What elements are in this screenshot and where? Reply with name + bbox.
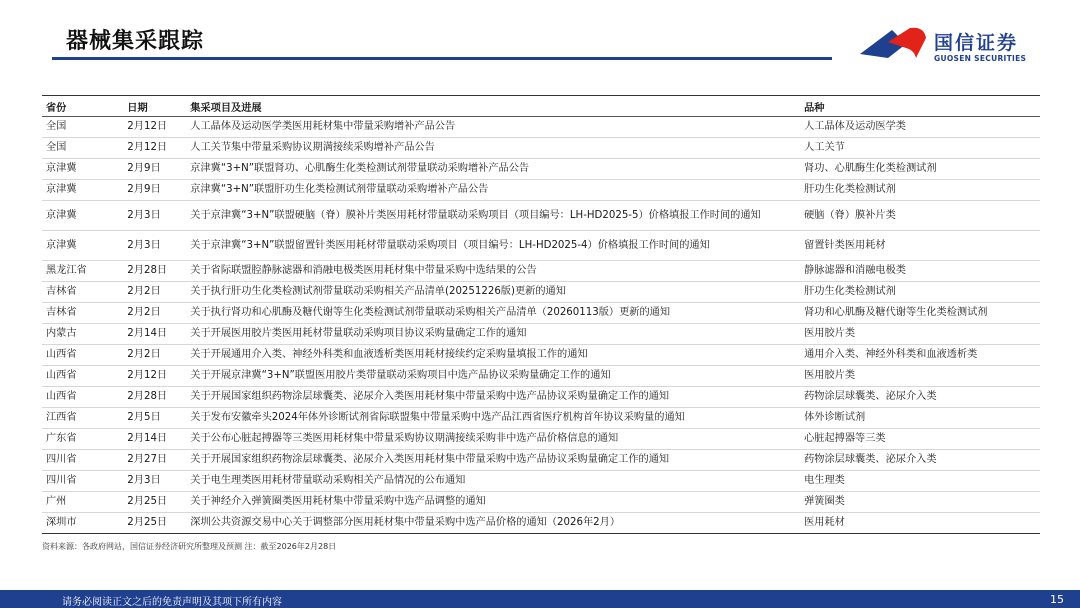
cell-province: 京津冀 bbox=[42, 201, 123, 231]
table-row bbox=[42, 282, 1040, 303]
cell-project: 关于发布安徽牵头2024年体外诊断试剂省际联盟集中带量采购中选产品江西省医疗机构首年协议采购量的通知 bbox=[186, 408, 800, 429]
cell-variety: 肾功、心肌酶生化类检测试剂 bbox=[800, 159, 1040, 180]
guosen-logo bbox=[858, 24, 1038, 66]
header-province: 省份 bbox=[42, 96, 123, 117]
footer-bar bbox=[0, 590, 1080, 608]
table-header-row bbox=[42, 96, 1040, 117]
table-row bbox=[42, 345, 1040, 366]
cell-project: 关于开展通用介入类、神经外科类和血液透析类医用耗材接续约定采购量填报工作的通知 bbox=[186, 345, 800, 366]
table-row bbox=[42, 492, 1040, 513]
cell-variety: 医用耗材 bbox=[800, 513, 1040, 534]
cell-project: 关于执行肝功生化类检测试剂带量联动采购相关产品清单(20251226版)更新的通知 bbox=[186, 282, 800, 303]
table-row bbox=[42, 231, 1040, 261]
procurement-table bbox=[42, 95, 1040, 534]
cell-project: 人工晶体及运动医学类医用耗材集中带量采购增补产品公告 bbox=[186, 117, 800, 138]
cell-province: 四川省 bbox=[42, 471, 123, 492]
page-title: 器械集采跟踪 bbox=[66, 29, 205, 54]
cell-date: 2月3日 bbox=[123, 201, 186, 231]
cell-variety: 人工晶体及运动医学类 bbox=[800, 117, 1040, 138]
cell-date: 2月14日 bbox=[123, 429, 186, 450]
cell-date: 2月27日 bbox=[123, 450, 186, 471]
cell-province: 山西省 bbox=[42, 387, 123, 408]
title-rule bbox=[52, 57, 832, 60]
header-variety: 品种 bbox=[800, 96, 1040, 117]
cell-project: 京津冀“3+N”联盟肾功、心肌酶生化类检测试剂带量联动采购增补产品公告 bbox=[186, 159, 800, 180]
cell-province: 山西省 bbox=[42, 345, 123, 366]
cell-variety: 留置针类医用耗材 bbox=[800, 231, 1040, 261]
cell-date: 2月9日 bbox=[123, 180, 186, 201]
cell-province: 京津冀 bbox=[42, 180, 123, 201]
cell-province: 吉林省 bbox=[42, 282, 123, 303]
cell-project: 关于京津冀“3+N”联盟留置针类医用耗材带量联动采购项目（项目编号：LH-HD2025-4）价格填报工作时间的通知 bbox=[186, 231, 800, 261]
cell-variety: 药物涂层球囊类、泌尿介入类 bbox=[800, 387, 1040, 408]
footer-disclaimer: 请务必阅读正文之后的免责声明及其项下所有内容 bbox=[62, 597, 282, 608]
cell-project: 关于京津冀“3+N”联盟硬脑（脊）膜补片类医用耗材带量联动采购项目（项目编号：LH-HD2025-5）价格填报工作时间的通知 bbox=[186, 201, 800, 231]
table-row bbox=[42, 429, 1040, 450]
cell-province: 京津冀 bbox=[42, 159, 123, 180]
cell-date: 2月2日 bbox=[123, 303, 186, 324]
source-note: 资料来源：各政府网站，国信证券经济研究所整理及预测 注：截至2026年2月28日 bbox=[42, 542, 337, 551]
table-row bbox=[42, 159, 1040, 180]
header-date: 日期 bbox=[123, 96, 186, 117]
logo-chinese-name: 国信证券 bbox=[934, 32, 1019, 54]
cell-project: 关于省际联盟腔静脉滤器和消融电极类医用耗材集中带量采购中选结果的公告 bbox=[186, 261, 800, 282]
cell-date: 2月3日 bbox=[123, 471, 186, 492]
table-row bbox=[42, 261, 1040, 282]
table-body bbox=[42, 117, 1040, 534]
table-row bbox=[42, 201, 1040, 231]
cell-date: 2月12日 bbox=[123, 138, 186, 159]
cell-date: 2月3日 bbox=[123, 231, 186, 261]
cell-variety: 医用胶片类 bbox=[800, 366, 1040, 387]
cell-project: 关于电生理类医用耗材带量联动采购相关产品情况的公布通知 bbox=[186, 471, 800, 492]
cell-project: 关于神经介入弹簧圈类医用耗材集中带量采购中选产品调整的通知 bbox=[186, 492, 800, 513]
cell-date: 2月2日 bbox=[123, 282, 186, 303]
cell-date: 2月28日 bbox=[123, 387, 186, 408]
cell-date: 2月25日 bbox=[123, 492, 186, 513]
table-row bbox=[42, 303, 1040, 324]
cell-variety: 通用介入类、神经外科类和血液透析类 bbox=[800, 345, 1040, 366]
cell-province: 广东省 bbox=[42, 429, 123, 450]
cell-variety: 硬脑（脊）膜补片类 bbox=[800, 201, 1040, 231]
table-row bbox=[42, 408, 1040, 429]
table-row bbox=[42, 513, 1040, 534]
cell-variety: 肾功和心肌酶及糖代谢等生化类检测试剂 bbox=[800, 303, 1040, 324]
cell-project: 关于开展国家组织药物涂层球囊类、泌尿介入类医用耗材集中带量采购中选产品协议采购量确定工作的通知 bbox=[186, 450, 800, 471]
cell-project: 关于执行肾功和心肌酶及糖代谢等生化类检测试剂带量联动采购相关产品清单（20260113版）更新的通知 bbox=[186, 303, 800, 324]
cell-province: 京津冀 bbox=[42, 231, 123, 261]
cell-date: 2月9日 bbox=[123, 159, 186, 180]
table-row bbox=[42, 117, 1040, 138]
cell-variety: 电生理类 bbox=[800, 471, 1040, 492]
cell-date: 2月2日 bbox=[123, 345, 186, 366]
cell-date: 2月28日 bbox=[123, 261, 186, 282]
cell-province: 江西省 bbox=[42, 408, 123, 429]
cell-province: 全国 bbox=[42, 138, 123, 159]
cell-variety: 心脏起搏器等三类 bbox=[800, 429, 1040, 450]
table-row bbox=[42, 366, 1040, 387]
cell-variety: 静脉滤器和消融电极类 bbox=[800, 261, 1040, 282]
cell-variety: 人工关节 bbox=[800, 138, 1040, 159]
cell-province: 广州 bbox=[42, 492, 123, 513]
cell-variety: 肝功生化类检测试剂 bbox=[800, 180, 1040, 201]
cell-province: 内蒙古 bbox=[42, 324, 123, 345]
cell-province: 山西省 bbox=[42, 366, 123, 387]
cell-variety: 医用胶片类 bbox=[800, 324, 1040, 345]
cell-date: 2月14日 bbox=[123, 324, 186, 345]
cell-project: 京津冀“3+N”联盟肝功生化类检测试剂带量联动采购增补产品公告 bbox=[186, 180, 800, 201]
cell-province: 四川省 bbox=[42, 450, 123, 471]
cell-province: 黑龙江省 bbox=[42, 261, 123, 282]
table-row bbox=[42, 180, 1040, 201]
table-row bbox=[42, 324, 1040, 345]
table-row bbox=[42, 387, 1040, 408]
cell-variety: 体外诊断试剂 bbox=[800, 408, 1040, 429]
cell-project: 关于公布心脏起搏器等三类医用耗材集中带量采购协议期满接续采购非中选产品价格信息的通知 bbox=[186, 429, 800, 450]
cell-project: 深圳公共资源交易中心关于调整部分医用耗材集中带量采购中选产品价格的通知（2026年2月） bbox=[186, 513, 800, 534]
cell-project: 关于开展京津冀“3+N”联盟医用胶片类带量联动采购项目中选产品协议采购量确定工作的通知 bbox=[186, 366, 800, 387]
cell-variety: 弹簧圈类 bbox=[800, 492, 1040, 513]
cell-province: 全国 bbox=[42, 117, 123, 138]
cell-province: 深圳市 bbox=[42, 513, 123, 534]
cell-date: 2月12日 bbox=[123, 366, 186, 387]
table-row bbox=[42, 471, 1040, 492]
cell-date: 2月25日 bbox=[123, 513, 186, 534]
guosen-logo-icon bbox=[858, 24, 930, 64]
cell-project: 关于开展国家组织药物涂层球囊类、泌尿介入类医用耗材集中带量采购中选产品协议采购量确定工作的通知 bbox=[186, 387, 800, 408]
table-row bbox=[42, 450, 1040, 471]
header-project: 集采项目及进展 bbox=[186, 96, 800, 117]
cell-project: 关于开展医用胶片类医用耗材带量联动采购项目协议采购量确定工作的通知 bbox=[186, 324, 800, 345]
cell-variety: 肝功生化类检测试剂 bbox=[800, 282, 1040, 303]
cell-project: 人工关节集中带量采购协议期满接续采购增补产品公告 bbox=[186, 138, 800, 159]
cell-variety: 药物涂层球囊类、泌尿介入类 bbox=[800, 450, 1040, 471]
logo-english-name: GUOSEN SECURITIES bbox=[934, 54, 1027, 63]
cell-date: 2月12日 bbox=[123, 117, 186, 138]
table-row bbox=[42, 138, 1040, 159]
page-number: 15 bbox=[1050, 593, 1064, 606]
cell-province: 吉林省 bbox=[42, 303, 123, 324]
cell-date: 2月5日 bbox=[123, 408, 186, 429]
